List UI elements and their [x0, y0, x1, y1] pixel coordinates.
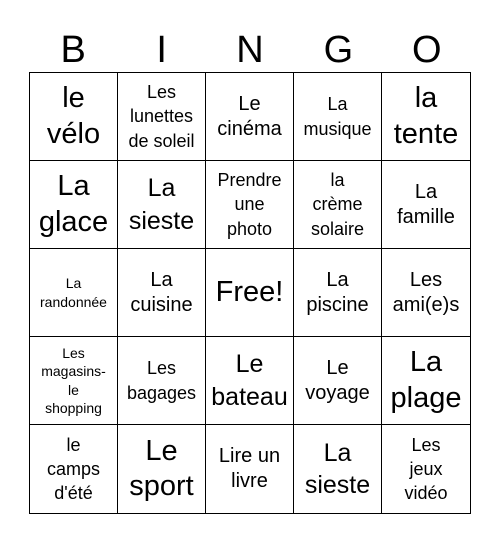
bingo-cell-label: La musique — [303, 94, 372, 139]
header-letter-b: B — [60, 29, 86, 71]
bingo-cell-label: La plage — [390, 346, 462, 414]
bingo-cell-label: Prendre une photo — [217, 170, 282, 239]
bingo-cell-label: la crème solaire — [310, 170, 365, 239]
bingo-cell-o-3[interactable] — [382, 249, 470, 337]
bingo-cell-n-2[interactable] — [206, 161, 294, 249]
bingo-cell-b-4[interactable] — [30, 337, 118, 425]
bingo-cell-label: Les lunettes de soleil — [128, 82, 195, 151]
bingo-cell-label: La sieste — [304, 438, 371, 499]
bingo-cell-i-2[interactable] — [118, 161, 206, 249]
header-letter-g: G — [323, 29, 354, 71]
bingo-cell-label: La cuisine — [130, 268, 193, 316]
bingo-cell-label: Le cinéma — [217, 92, 282, 140]
bingo-cell-free[interactable] — [206, 249, 294, 337]
bingo-cell-b-5[interactable] — [30, 425, 118, 513]
bingo-cell-i-1[interactable] — [118, 73, 206, 161]
bingo-header — [29, 28, 471, 72]
bingo-cell-g-5[interactable] — [294, 425, 382, 513]
bingo-cell-g-4[interactable] — [294, 337, 382, 425]
bingo-cell-b-3[interactable] — [30, 249, 118, 337]
bingo-cell-b-2[interactable] — [30, 161, 118, 249]
bingo-cell-label: Les ami(e)s — [392, 268, 460, 316]
bingo-cell-label: Lire un livre — [218, 445, 281, 492]
header-letter-o: O — [412, 29, 442, 71]
bingo-cell-label: Le voyage — [305, 356, 370, 404]
bingo-cell-label: Les magasins- le shopping — [41, 345, 106, 416]
bingo-cell-o-5[interactable] — [382, 425, 470, 513]
bingo-board — [29, 72, 471, 514]
bingo-cell-label: La piscine — [306, 268, 369, 316]
bingo-cell-n-4[interactable] — [206, 337, 294, 425]
header-letter-i: I — [156, 29, 167, 71]
bingo-cell-n-5[interactable] — [206, 425, 294, 513]
bingo-cell-o-1[interactable] — [382, 73, 470, 161]
bingo-cell-label: La glace — [38, 170, 109, 238]
bingo-cell-g-1[interactable] — [294, 73, 382, 161]
bingo-cell-g-2[interactable] — [294, 161, 382, 249]
header-letter-n: N — [236, 29, 264, 71]
bingo-cell-i-3[interactable] — [118, 249, 206, 337]
bingo-cell-label: La sieste — [128, 174, 195, 235]
bingo-cell-label: le camps d'été — [46, 434, 100, 504]
bingo-cell-b-1[interactable] — [30, 73, 118, 161]
bingo-cell-label: Les jeux vidéo — [404, 434, 448, 504]
bingo-cell-i-5[interactable] — [118, 425, 206, 513]
bingo-cell-label: Free! — [215, 275, 284, 308]
bingo-cell-i-4[interactable] — [118, 337, 206, 425]
bingo-cell-label: La randonnée — [40, 275, 107, 310]
bingo-cell-n-1[interactable] — [206, 73, 294, 161]
bingo-cell-g-3[interactable] — [294, 249, 382, 337]
bingo-cell-label: La famille — [397, 180, 455, 228]
bingo-cell-label: Le sport — [129, 434, 194, 502]
bingo-cell-o-2[interactable] — [382, 161, 470, 249]
bingo-cell-o-4[interactable] — [382, 337, 470, 425]
bingo-cell-label: Le bateau — [211, 350, 288, 411]
bingo-cell-label: Les bagages — [126, 358, 197, 403]
bingo-cell-label: le vélo — [46, 82, 101, 150]
bingo-cell-label: la tente — [393, 82, 459, 150]
